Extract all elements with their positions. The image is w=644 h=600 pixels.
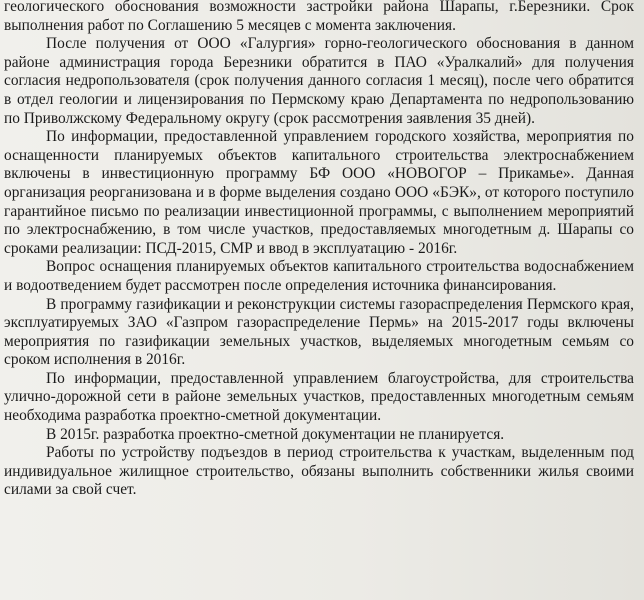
paragraph-gas: В программу газификации и реконструкции системы газораспределения Пермского края, эксплуатируемых ЗАО «Газпром газораспределение Пермь» на 2015-2017 годы включены мероприятия по газификации земельных участков, выделяемых многодетным семьям со сроком исполнения в 2016г. [4, 295, 634, 369]
paragraph-galurgiya: После получения от ООО «Галургия» горно-геологического обоснования в данном районе администрация города Березники обратится в ПАО «Уралкалий» для получения согласия недропользователя (срок получения данного согласия 1 месяц), после чего обратится в отдел геологии и лицензирования по Пермскому краю Департамента по недропользованию по Приволжскому Федеральному округу (срок рассмотрения заявления 35 дней). [4, 35, 634, 127]
paragraph-continuation: геологического обоснования возможности застройки района Шарапы, г.Березники. Срок выполнения работ по Соглашению 5 месяцев с момента заключения. [4, 0, 634, 34]
document-body [4, 0, 634, 500]
paragraph-water: Вопрос оснащения планируемых объектов капитального строительства водоснабжением и водоотведением будет рассмотрен после определения источника финансирования. [4, 258, 634, 294]
paragraph-design-docs: В 2015г. разработка проектно-сметной документации не планируется. [46, 425, 505, 443]
paragraph-access-roads: Работы по устройству подъездов в период строительства к участкам, выделенным под индивидуальное жилищное строительство, обязаны выполнить собственники жилья своими силами за свой счет. [4, 444, 634, 499]
paragraph-electricity: По информации, предоставленной управлением городского хозяйства, мероприятия по оснащенности планируемых объектов капитального строительства электроснабжением включены в инвестиционную программу БФ ООО «НОВОГОР – Прикамье». Данная организация реорганизована и в форме выделения создано ООО «БЭК», от которого поступило гарантийное письмо по реализации инвестиционной программы, с выполнением мероприятий по электроснабжению, в том числе участков, предоставляемых многодетным д. Шарапы со сроками реализации: ПСД-2015, СМР и ввод в эксплуатацию - 2016г. [4, 128, 634, 257]
paragraph-roads: По информации, предоставленной управлением благоустройства, для строительства улично-дорожной сети в районе земельных участков, предоставленных многодетным семьям необходима разработка проектно-сметной документации. [4, 369, 634, 425]
